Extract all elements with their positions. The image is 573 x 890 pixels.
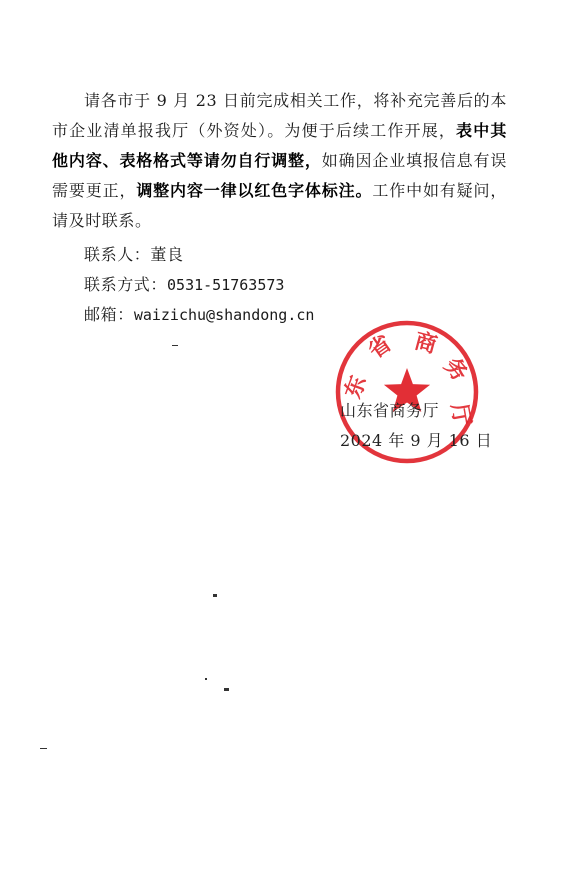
scan-speck: [224, 688, 229, 691]
contact-phone-number: 0531-51763573: [167, 276, 285, 294]
svg-text:东: 东: [340, 372, 372, 402]
paragraph-text-3: 工作中如有疑问，请及时联系。: [52, 181, 507, 230]
svg-text:厅: 厅: [445, 401, 475, 428]
scan-speck: [40, 748, 47, 749]
contact-person-line: [84, 245, 184, 265]
contact-person-label: 联系人：: [84, 245, 151, 264]
paragraph-text-1: 请各市于 9 月 23 日前完成相关工作，将补充完善后的本市企业清单报我厅（外资处）。为便于后续工作开展，: [52, 91, 507, 140]
email-address: waizichu@shandong.cn: [133, 306, 315, 324]
scan-speck: [172, 345, 178, 346]
contact-phone-label: 联系方式：: [84, 275, 168, 294]
email-label: 邮箱：: [84, 305, 134, 324]
paragraph-text-2: 如确因企业填报信息有误需要更正，: [52, 151, 507, 200]
paragraph-bold-2: 调整内容一律以红色字体标注。: [136, 181, 373, 200]
svg-text:省: 省: [364, 330, 397, 365]
issue-date: 2024 年 9 月 16 日: [340, 431, 493, 450]
scan-speck: [213, 594, 217, 597]
scan-speck: [205, 678, 207, 680]
body-paragraph: [52, 86, 507, 236]
svg-text:商: 商: [411, 328, 440, 359]
paragraph-bold-1: 表中其他内容、表格格式等请勿自行调整，: [52, 121, 507, 170]
contact-person-name: 董良: [150, 245, 184, 264]
email-line: [84, 305, 314, 325]
contact-phone-line: [84, 275, 284, 295]
issuer-name: 山东省商务厅: [340, 401, 440, 420]
svg-text:务: 务: [438, 353, 472, 387]
